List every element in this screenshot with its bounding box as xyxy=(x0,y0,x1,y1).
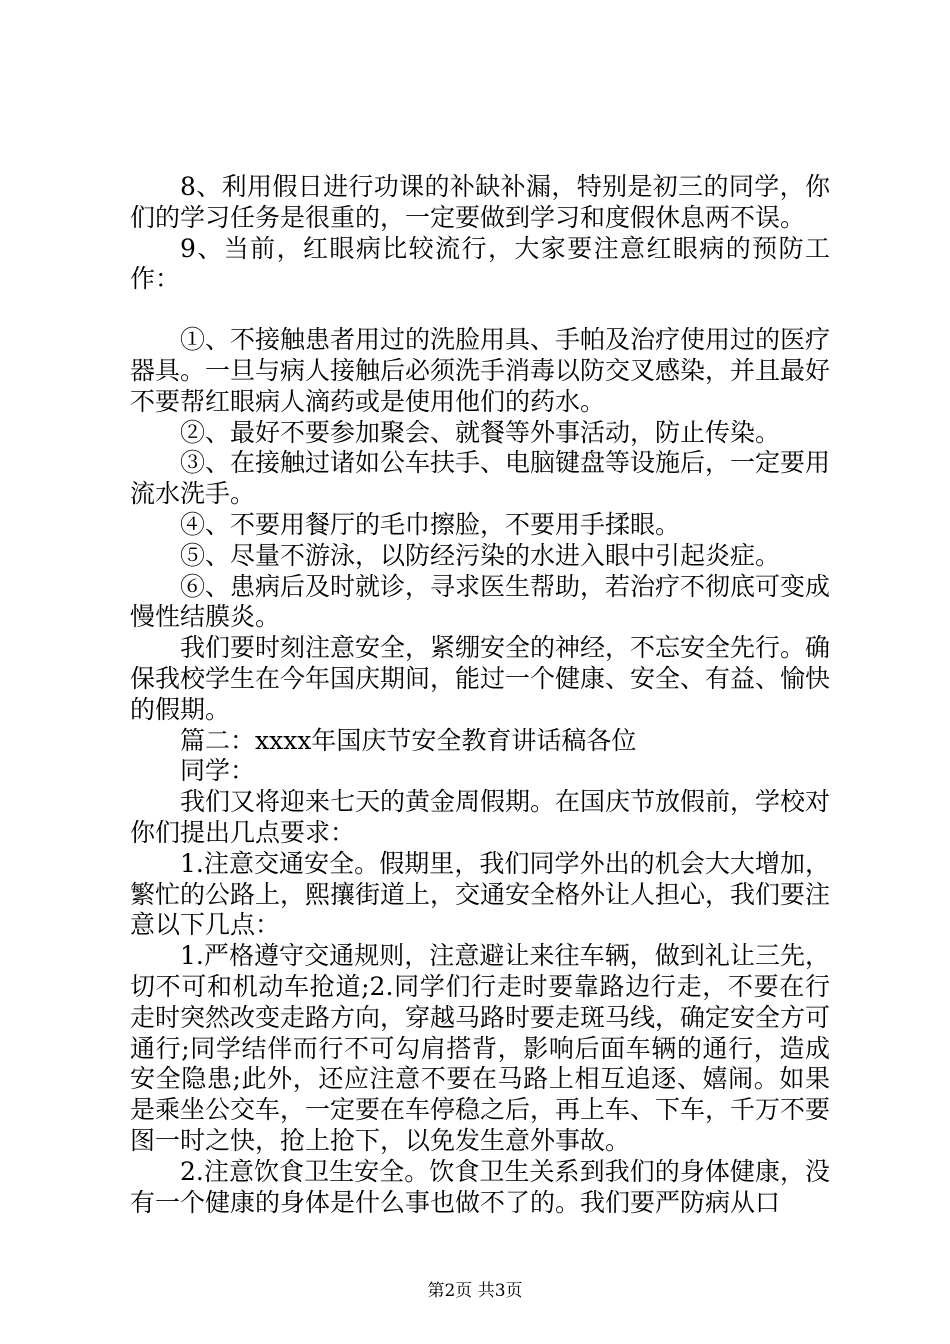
section-heading: 篇二：xxxx年国庆节安全教育讲话稿各位 xyxy=(180,725,637,755)
page-footer: 第2页 共3页 xyxy=(427,1281,523,1301)
paragraph-gap xyxy=(130,295,830,325)
paragraph-intro: 我们又将迎来七天的黄金周假期。在国庆节放假前，学校对你们提出几点要求： xyxy=(130,787,831,847)
document-body xyxy=(130,172,830,1218)
paragraph-circle-5: ⑤、尽量不游泳，以防经污染的水进入眼中引起炎症。 xyxy=(180,540,781,570)
paragraph-circle-2: ②、最好不要参加聚会、就餐等外事活动，防止传染。 xyxy=(180,417,781,447)
paragraph-circle-1: ①、不接触患者用过的洗脸用具、手帕及治疗使用过的医疗器具。一旦与病人接触后必须洗手消毒以防交叉感染，并且最好不要帮红眼病人滴药或是使用他们的药水。 xyxy=(130,325,831,416)
paragraph-item-9: 9、当前，红眼病比较流行，大家要注意红眼病的预防工作： xyxy=(130,233,830,294)
paragraph-safety-summary: 我们要时刻注意安全，紧绷安全的神经，不忘安全先行。确保我校学生在今年国庆期间，能过一个健康、安全、有益、愉快的假期。 xyxy=(130,633,831,724)
paragraph-traffic-rules: 1.严格遵守交通规则，注意避让来往车辆，做到礼让三先，切不可和机动车抢道;2.同学们行走时要靠路边行走，不要在行走时突然改变走路方向，穿越马路时要走斑马线，确定安全方可通行;同学结伴而行不可勾肩搭背，影响后面车辆的通行，造成安全隐患;此外，还应注意不要在马路上相互追逐、嬉闹。如果是乘坐公交车，一定要在车停稳之后，再上车、下车，千万不要图一时之快，抢上抢下，以免发生意外事故。 xyxy=(130,941,831,1155)
paragraph-circle-3: ③、在接触过诸如公车扶手、电脑键盘等设施后，一定要用流水洗手。 xyxy=(130,448,831,509)
paragraph-circle-4: ④、不要用餐厅的毛巾擦脸，不要用手揉眼。 xyxy=(180,509,681,539)
paragraph-traffic-safety: 1.注意交通安全。假期里，我们同学外出的机会大大增加，繁忙的公路上，熙攘街道上，交通安全格外让人担心，我们要注意以下几点： xyxy=(130,848,831,940)
paragraph-food-safety: 2.注意饮食卫生安全。饮食卫生关系到我们的身体健康，没有一个健康的身体是什么事也做不了的。我们要严防病从口 xyxy=(130,1156,830,1217)
salutation: 同学： xyxy=(180,756,256,786)
paragraph-item-8: 8、利用假日进行功课的补缺补漏，特别是初三的同学，你们的学习任务是很重的，一定要做到学习和度假休息两不误。 xyxy=(130,172,830,232)
paragraph-circle-6: ⑥、患病后及时就诊，寻求医生帮助，若治疗不彻底可变成慢性结膜炎。 xyxy=(130,571,831,632)
